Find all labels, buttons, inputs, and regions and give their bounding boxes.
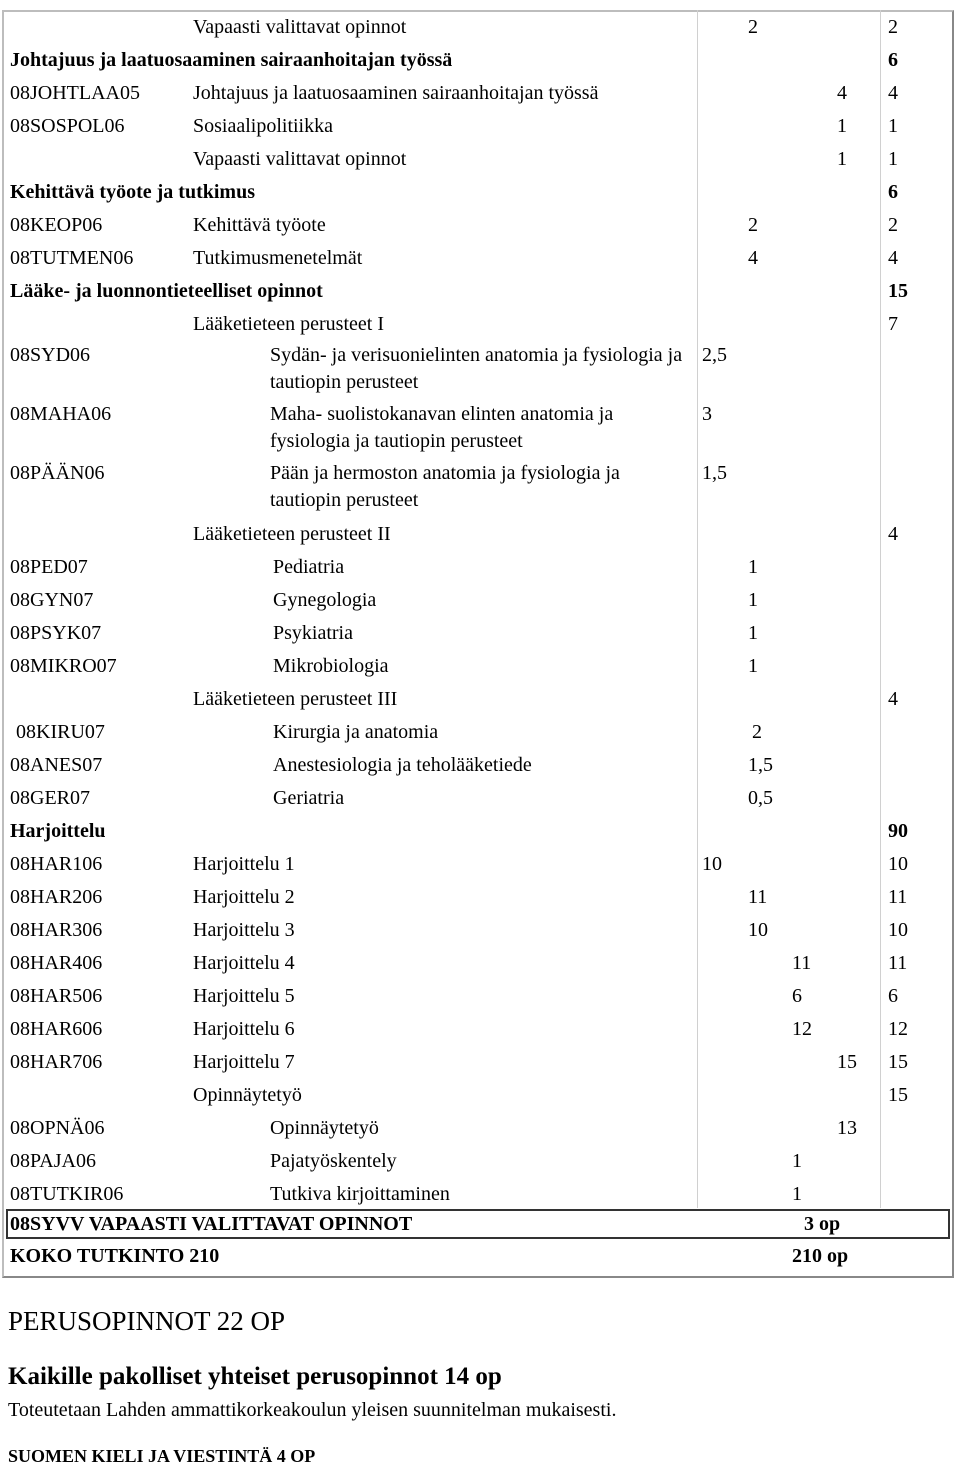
credit-total: 1 — [888, 148, 898, 170]
course-name: Lääketieteen perusteet II — [193, 523, 391, 545]
credit-total: 11 — [888, 952, 908, 974]
section-title: Kehittävä työote ja tutkimus — [10, 181, 255, 203]
course-name: Psykiatria — [273, 622, 353, 644]
credit-value: 1 — [748, 556, 758, 578]
credit-total: 7 — [888, 313, 898, 335]
course-code: 08PAJA06 — [10, 1150, 96, 1172]
course-code: 08KIRU07 — [16, 721, 105, 743]
credit-total: 6 — [888, 181, 898, 203]
course-code: 08HAR306 — [10, 919, 103, 941]
elective-summary-value: 3 op — [804, 1213, 841, 1235]
course-code: 08PED07 — [10, 556, 88, 578]
course-name: Anestesiologia ja teholääketiede — [273, 754, 532, 776]
credit-total: 6 — [888, 49, 898, 71]
credit-value: 11 — [792, 952, 812, 974]
course-name: Opinnäytetyö — [193, 1084, 302, 1106]
credit-total: 2 — [888, 214, 898, 236]
credit-value: 1 — [748, 622, 758, 644]
credit-value: 1,5 — [748, 754, 773, 776]
credit-total: 90 — [888, 820, 908, 842]
course-name: Pajatyöskentely — [270, 1150, 397, 1172]
credit-value: 1 — [748, 589, 758, 611]
course-name: Harjoittelu 2 — [193, 886, 295, 908]
course-name: Harjoittelu 3 — [193, 919, 295, 941]
section-title: Harjoittelu — [10, 820, 106, 842]
section-title: Johtajuus ja laatuosaaminen sairaanhoitajan työssä — [10, 49, 453, 71]
section-heading: PERUSOPINNOT 22 OP — [8, 1306, 286, 1336]
credit-value: 10 — [748, 919, 768, 941]
credit-value: 6 — [792, 985, 802, 1007]
course-name: Vapaasti valittavat opinnot — [193, 16, 407, 38]
course-name: Opinnäytetyö — [270, 1117, 379, 1139]
credit-value: 2,5 — [702, 344, 727, 366]
course-name: Kirurgia ja anatomia — [273, 721, 439, 743]
course-name: Maha- suolistokanavan elinten anatomia ja fysiologia ja tautiopin perusteet — [270, 403, 614, 452]
elective-summary-label: 08SYVV VAPAASTI VALITTAVAT OPINNOT — [10, 1213, 413, 1235]
credit-total: 4 — [888, 688, 898, 710]
credit-value: 1 — [837, 115, 847, 137]
course-name: Pediatria — [273, 556, 345, 578]
course-name: Tutkimusmenetelmät — [193, 247, 363, 269]
section-title: Lääke- ja luonnontieteelliset opinnot — [10, 280, 323, 302]
course-code: 08HAR106 — [10, 853, 103, 875]
credit-total: 10 — [888, 853, 908, 875]
course-code: 08SOSPOL06 — [10, 115, 125, 137]
degree-total-label: KOKO TUTKINTO 210 — [10, 1245, 220, 1267]
credit-total: 4 — [888, 247, 898, 269]
course-code: 08HAR606 — [10, 1018, 103, 1040]
course-name: Lääketieteen perusteet III — [193, 688, 398, 710]
course-code: 08HAR206 — [10, 886, 103, 908]
credit-value: 3 — [702, 403, 712, 425]
credit-total: 15 — [888, 1084, 908, 1106]
course-code: 08SYD06 — [10, 344, 91, 366]
course-code: 08PÄÄN06 — [10, 462, 105, 484]
course-code: 08OPNÄ06 — [10, 1117, 105, 1139]
course-name: Johtajuus ja laatuosaaminen sairaanhoitajan työssä — [193, 82, 599, 104]
course-code: 08HAR406 — [10, 952, 103, 974]
credit-total: 6 — [888, 985, 898, 1007]
column-divider — [880, 10, 881, 1208]
credit-total: 4 — [888, 82, 898, 104]
credit-value: 4 — [837, 82, 847, 104]
credit-total: 11 — [888, 886, 908, 908]
credit-value: 4 — [748, 247, 758, 269]
course-name: Harjoittelu 6 — [193, 1018, 295, 1040]
course-code: 08HAR506 — [10, 985, 103, 1007]
course-name: Sosiaalipolitiikka — [193, 115, 333, 137]
credit-total: 1 — [888, 115, 898, 137]
course-code: 08GER07 — [10, 787, 90, 809]
course-code: 08MIKRO07 — [10, 655, 117, 677]
credit-total: 2 — [888, 16, 898, 38]
course-name: Harjoittelu 5 — [193, 985, 295, 1007]
course-code: 08JOHTLAA05 — [10, 82, 140, 104]
course-name: Lääketieteen perusteet I — [193, 313, 384, 335]
credit-value: 2 — [748, 16, 758, 38]
credit-value: 13 — [837, 1117, 857, 1139]
course-code: 08ANES07 — [10, 754, 103, 776]
course-name: Vapaasti valittavat opinnot — [193, 148, 407, 170]
course-code: 08PSYK07 — [10, 622, 102, 644]
credit-value: 15 — [837, 1051, 857, 1073]
course-name: Geriatria — [273, 787, 345, 809]
course-code: 08GYN07 — [10, 589, 94, 611]
credit-value: 1 — [792, 1183, 802, 1205]
credit-total: 12 — [888, 1018, 908, 1040]
credit-value: 1 — [748, 655, 758, 677]
credit-total: 15 — [888, 280, 908, 302]
course-name: Mikrobiologia — [273, 655, 389, 677]
credit-value: 11 — [748, 886, 768, 908]
credit-value: 1 — [837, 148, 847, 170]
credit-total: 4 — [888, 523, 898, 545]
course-code: 08TUTMEN06 — [10, 247, 134, 269]
degree-total-value: 210 op — [792, 1245, 849, 1267]
credit-total: 15 — [888, 1051, 908, 1073]
course-code: 08MAHA06 — [10, 403, 112, 425]
course-name: Kehittävä työote — [193, 214, 326, 236]
credit-value: 1,5 — [702, 462, 727, 484]
course-name: Sydän- ja verisuonielinten anatomia ja fysiologia ja tautiopin perusteet — [270, 344, 683, 393]
credit-value: 10 — [702, 853, 722, 875]
credit-value: 12 — [792, 1018, 812, 1040]
column-divider — [697, 10, 698, 1208]
credit-value: 2 — [752, 721, 762, 743]
body-text: Toteutetaan Lahden ammattikorkeakoulun yleisen suunnitelman mukaisesti. — [8, 1399, 617, 1421]
credit-value: 1 — [792, 1150, 802, 1172]
subsection-heading: Kaikille pakolliset yhteiset perusopinnot 14 op — [8, 1363, 502, 1390]
course-name: Pään ja hermoston anatomia ja fysiologia ja tautiopin perusteet — [270, 462, 620, 511]
course-name: Tutkiva kirjoittaminen — [270, 1183, 450, 1205]
course-heading: SUOMEN KIELI JA VIESTINTÄ 4 OP — [8, 1446, 316, 1466]
course-name: Harjoittelu 4 — [193, 952, 295, 974]
course-code: 08KEOP06 — [10, 214, 103, 236]
credit-total: 10 — [888, 919, 908, 941]
course-name: Harjoittelu 1 — [193, 853, 295, 875]
course-name: Gynegologia — [273, 589, 377, 611]
course-code: 08HAR706 — [10, 1051, 103, 1073]
credit-value: 0,5 — [748, 787, 773, 809]
course-code: 08TUTKIR06 — [10, 1183, 124, 1205]
credit-value: 2 — [748, 214, 758, 236]
course-name: Harjoittelu 7 — [193, 1051, 295, 1073]
